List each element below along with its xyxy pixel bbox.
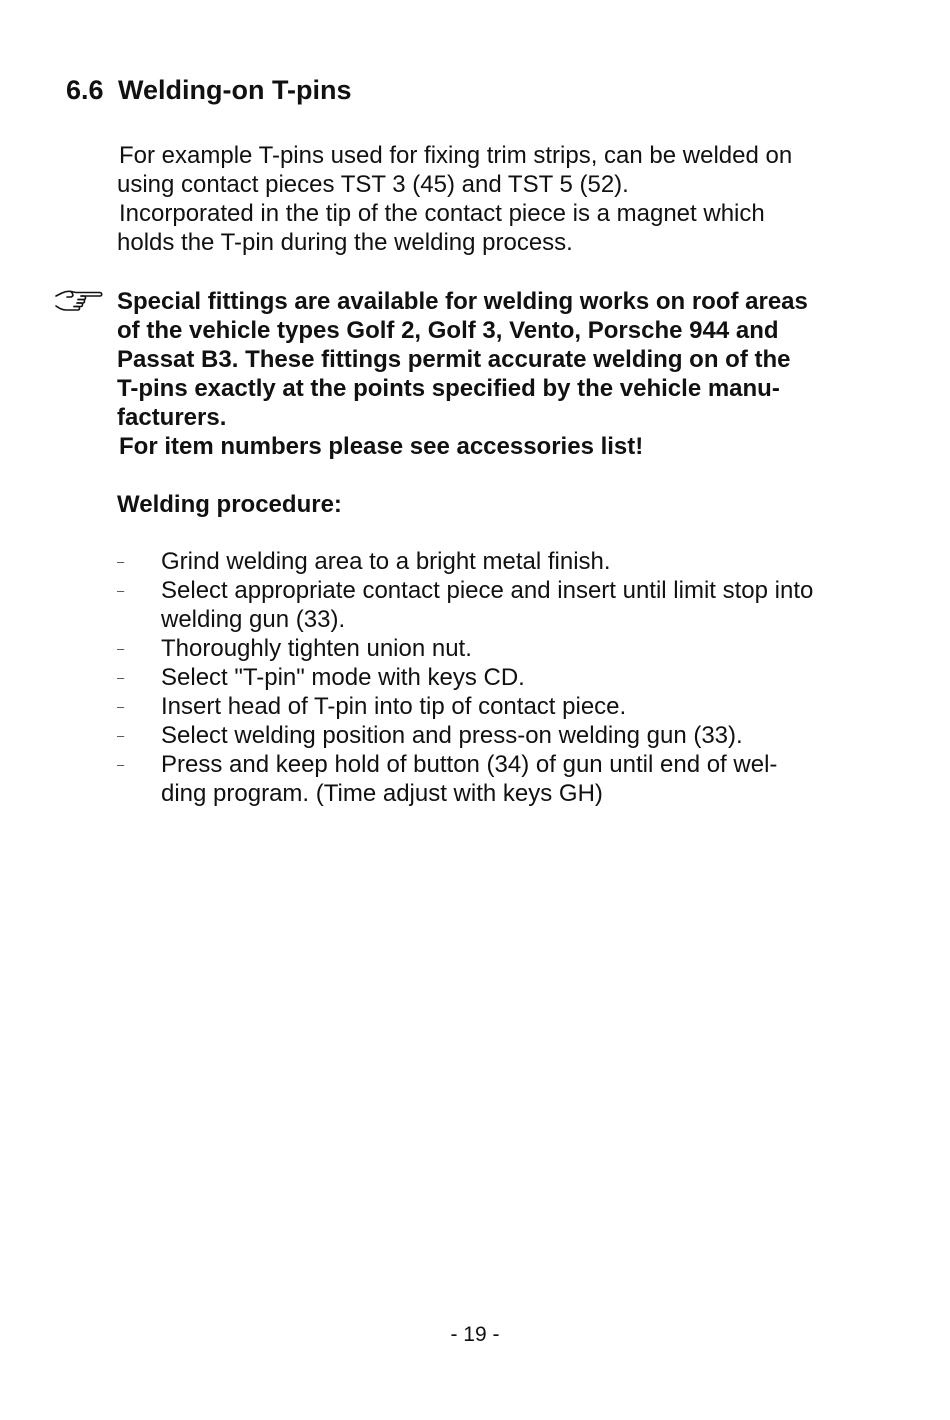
step-bullet: – bbox=[117, 670, 125, 685]
procedure-steps bbox=[117, 547, 897, 808]
page-number: - 19 - bbox=[450, 1323, 500, 1346]
step-text: Thoroughly tighten union nut. bbox=[161, 635, 472, 662]
note-line: facturers. bbox=[117, 404, 227, 431]
step-text: Select welding position and press-on welding gun (33). bbox=[161, 722, 743, 749]
procedure-step bbox=[117, 721, 897, 750]
intro-line: For example T-pins used for fixing trim strips, can be welded on bbox=[119, 142, 793, 169]
step-bullet: – bbox=[117, 554, 125, 569]
intro-paragraph bbox=[117, 141, 877, 257]
procedure-step bbox=[117, 663, 897, 692]
note-line: of the vehicle types Golf 2, Golf 3, Vento, Porsche 944 and bbox=[117, 317, 779, 344]
procedure-step bbox=[117, 576, 897, 634]
note-line: Passat B3. These fittings permit accurate welding on of the bbox=[117, 346, 791, 373]
intro-line: holds the T-pin during the welding process. bbox=[117, 229, 573, 256]
step-bullet: – bbox=[117, 728, 125, 743]
note-paragraph bbox=[117, 287, 877, 461]
procedure-step bbox=[117, 547, 897, 576]
section-heading bbox=[66, 72, 351, 108]
step-bullet: – bbox=[117, 583, 125, 598]
step-text: Select "T-pin" mode with keys CD. bbox=[161, 664, 525, 691]
intro-line: using contact pieces TST 3 (45) and TST 5 (52). bbox=[117, 171, 629, 198]
step-bullet: – bbox=[117, 757, 125, 772]
step-text: welding gun (33). bbox=[161, 606, 346, 633]
step-text: Press and keep hold of button (34) of gun until end of wel- bbox=[161, 751, 778, 778]
note-line: For item numbers please see accessories list! bbox=[119, 433, 644, 460]
section-number: 6.6 bbox=[66, 75, 104, 105]
note-line: T-pins exactly at the points specified by the vehicle manu- bbox=[117, 375, 780, 402]
step-bullet: – bbox=[117, 641, 125, 656]
procedure-step bbox=[117, 750, 897, 808]
step-text: ding program. (Time adjust with keys GH) bbox=[161, 780, 603, 807]
procedure-step bbox=[117, 634, 897, 663]
pointing-hand-icon bbox=[54, 288, 104, 314]
procedure-step bbox=[117, 692, 897, 721]
intro-line: Incorporated in the tip of the contact piece is a magnet which bbox=[119, 200, 765, 227]
step-text: Select appropriate contact piece and insert until limit stop into bbox=[161, 577, 814, 604]
procedure-title: Welding procedure: bbox=[117, 491, 342, 518]
section-title: Welding-on T-pins bbox=[118, 75, 352, 105]
note-line: Special fittings are available for welding works on roof areas bbox=[117, 288, 808, 315]
step-text: Grind welding area to a bright metal finish. bbox=[161, 548, 611, 575]
step-bullet: – bbox=[117, 699, 125, 714]
step-text: Insert head of T-pin into tip of contact piece. bbox=[161, 693, 627, 720]
